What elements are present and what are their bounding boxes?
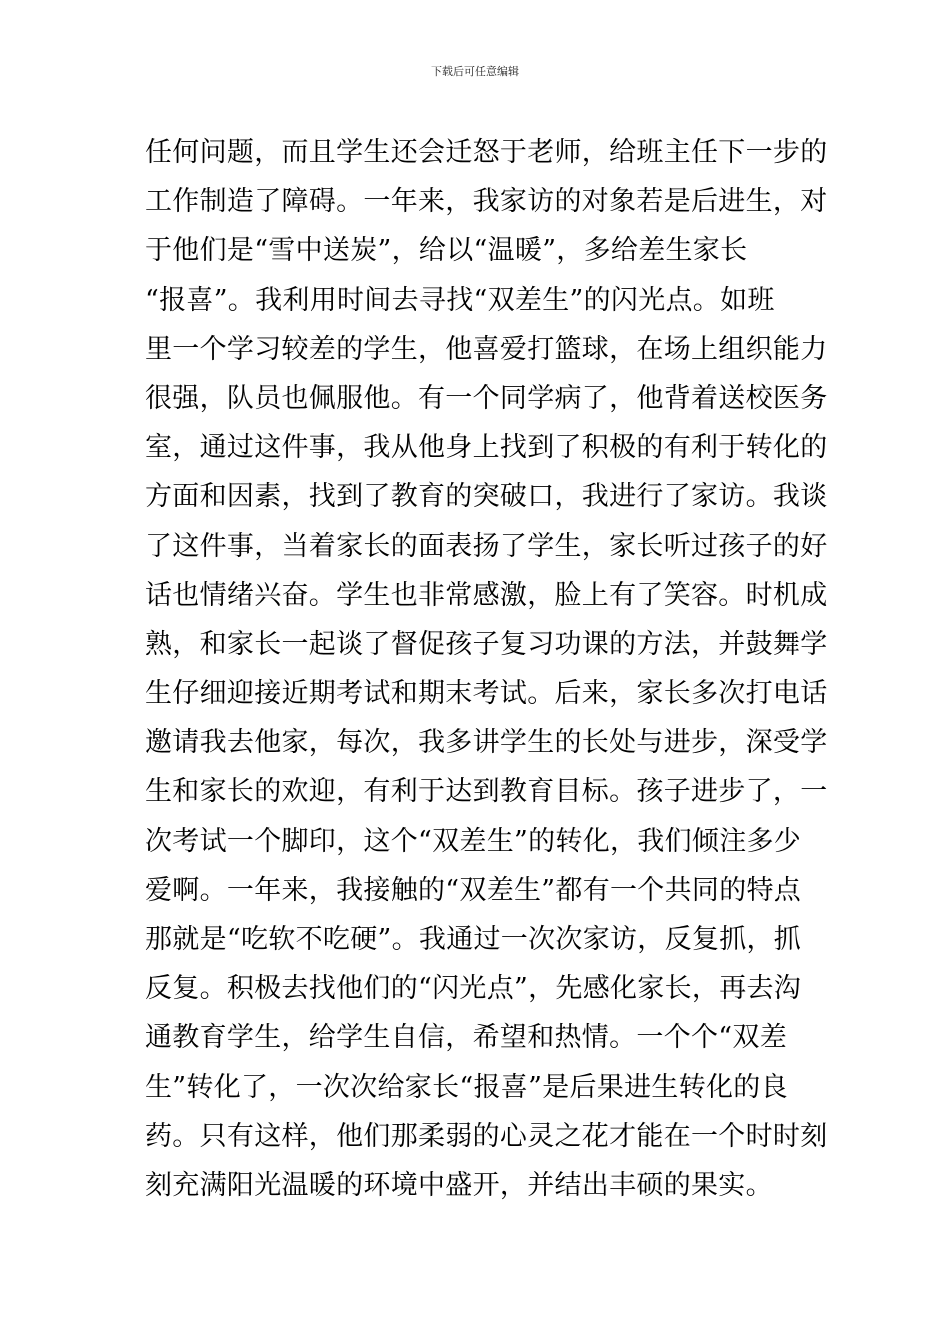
text-line: 爱啊。一年来，我接触的“双差生”都有一个共同的特点 (145, 874, 802, 906)
text-line: 刻充满阳光温暖的环境中盛开，并结出丰硕的果实。 (145, 1169, 773, 1201)
text-line: 很强，队员也佩服他。有一个同学病了，他背着送校医务 (145, 382, 828, 414)
text-line: “报喜”。我利用时间去寻找“双差生”的闪光点。如班 (145, 284, 775, 316)
text-line: 生仔细迎接近期考试和期末考试。后来，家长多次打电话 (145, 678, 828, 710)
text-line: 反复。积极去找他们的“闪光点”，先感化家长，再去沟 (145, 973, 802, 1005)
text-line: 室，通过这件事，我从他身上找到了积极的有利于转化的 (145, 432, 828, 464)
text-line: 任何问题，而且学生还会迁怒于老师，给班主任下一步的 (145, 137, 828, 168)
text-line: 工作制造了障碍。一年来，我家访的对象若是后进生，对 (145, 186, 828, 218)
page-header: 下载后可任意编辑 (431, 65, 519, 78)
text-line: 方面和因素，找到了教育的突破口，我进行了家访。我谈 (145, 481, 828, 513)
text-line: 生”转化了，一次次给家长“报喜”是后果进生转化的良 (145, 1071, 788, 1103)
text-line: 次考试一个脚印，这个“双差生”的转化，我们倾注多少 (145, 825, 802, 857)
body-text (145, 128, 828, 1210)
text-line: 于他们是“雪中送炭”，给以“温暖”，多给差生家长 (145, 235, 748, 267)
text-line: 那就是“吃软不吃硬”。我通过一次次家访，反复抓，抓 (145, 924, 802, 955)
text-line: 药。只有这样，他们那柔弱的心灵之花才能在一个时时刻 (145, 1120, 828, 1152)
text-line: 话也情绪兴奋。学生也非常感激，脸上有了笑容。时机成 (145, 579, 828, 611)
text-line: 生和家长的欢迎，有利于达到教育目标。孩子进步了，一 (145, 776, 828, 808)
text-line: 了这件事，当着家长的面表扬了学生，家长听过孩子的好 (145, 530, 828, 562)
text-line: 里一个学习较差的学生，他喜爱打篮球，在场上组织能力 (145, 333, 828, 365)
text-line: 邀请我去他家，每次，我多讲学生的长处与进步，深受学 (145, 727, 828, 759)
text-line: 熟，和家长一起谈了督促孩子复习功课的方法，并鼓舞学 (145, 628, 828, 660)
text-line: 通教育学生，给学生自信，希望和热情。一个个“双差 (145, 1022, 788, 1054)
